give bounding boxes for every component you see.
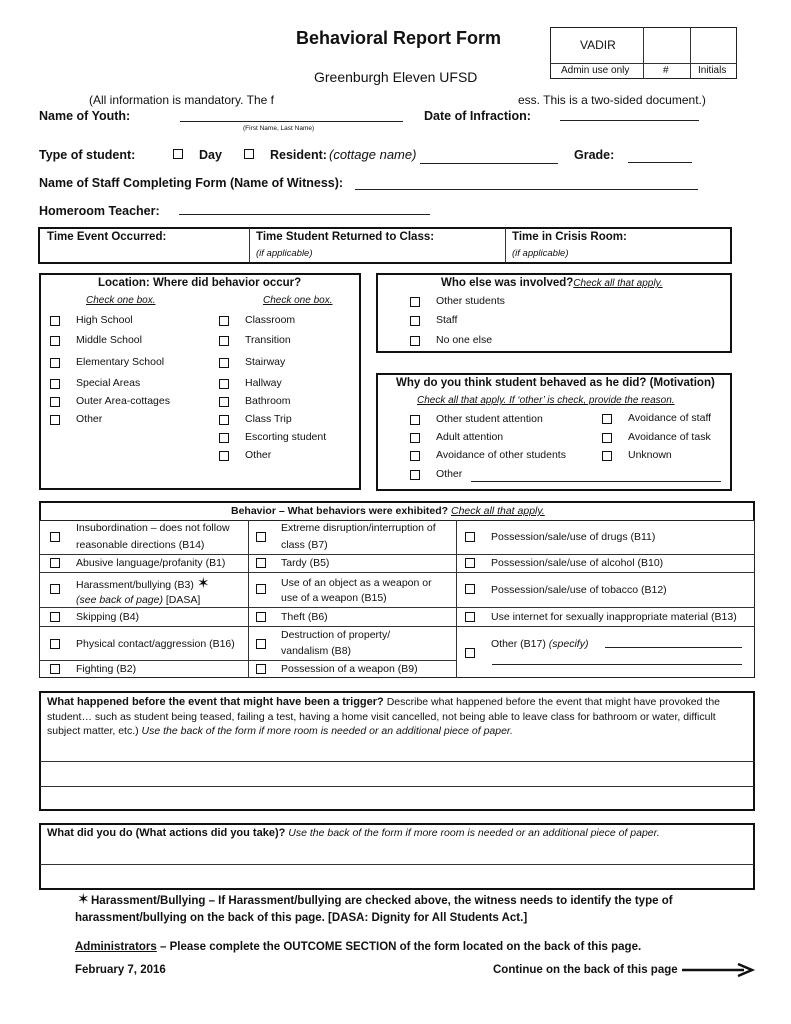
harassment-note-line1: Harassment/Bullying – If Harassment/bullying are checked above, the witness needs to identify the type of	[91, 895, 673, 907]
b4-skipping-checkbox[interactable]	[50, 612, 60, 622]
b13-internet-checkbox[interactable]	[465, 612, 475, 622]
b5-label: Tardy (B5)	[281, 557, 330, 569]
location-place-label-0: Classroom	[245, 314, 296, 326]
involved-label-2: No one else	[436, 334, 493, 346]
b17-other-checkbox[interactable]	[465, 648, 475, 658]
location-school-checkbox-0[interactable]	[50, 316, 60, 326]
b14-label-line2: reasonable directions (B14)	[76, 539, 205, 551]
location-place-label-2: Stairway	[245, 356, 286, 368]
b15-label-line2: use of a weapon (B15)	[281, 592, 387, 604]
hash-label: #	[663, 65, 669, 76]
resident-checkbox[interactable]	[244, 149, 254, 159]
involved-checkbox-0[interactable]	[410, 297, 420, 307]
b15-weapon-use-checkbox[interactable]	[256, 584, 266, 594]
location-school-label-1: Middle School	[76, 334, 142, 346]
location-school-label-4: Outer Area-cottages	[76, 395, 170, 407]
location-place-checkbox-1[interactable]	[219, 336, 229, 346]
b2-label: Fighting (B2)	[76, 663, 137, 675]
location-place-checkbox-6[interactable]	[219, 433, 229, 443]
motivation-b-checkbox-0[interactable]	[602, 414, 612, 424]
staff-name-label: Name of Staff Completing Form (Name of Witness):	[39, 176, 344, 190]
location-school-label-5: Other	[76, 413, 103, 425]
involved-checkbox-2[interactable]	[410, 336, 420, 346]
location-place-label-3: Hallway	[245, 377, 282, 389]
time-occurred-label: Time Event Occurred:	[47, 231, 167, 243]
motivation-b-label-1: Avoidance of task	[628, 431, 711, 443]
vadir-initials-field[interactable]	[692, 29, 736, 62]
b15-label-line1: Use of an object as a weapon or	[281, 577, 432, 589]
location-place-checkbox-5[interactable]	[219, 415, 229, 425]
motivation-other-field[interactable]	[471, 481, 721, 482]
date-of-infraction-field[interactable]	[560, 120, 699, 121]
b13-label: Use internet for sexually inappropriate material (B13)	[491, 611, 737, 623]
b3-label: Harassment/bullying (B3)	[76, 579, 194, 591]
b1-abusive-language-checkbox[interactable]	[50, 558, 60, 568]
b3-subtext: (see back of page) [DASA]	[76, 594, 201, 606]
motivation-a-checkbox-2[interactable]	[410, 451, 420, 461]
administrators-note: Administrators – Please complete the OUTCOME SECTION of the form located on the back of this page.	[75, 941, 642, 953]
location-school-checkbox-4[interactable]	[50, 397, 60, 407]
b4-label: Skipping (B4)	[76, 611, 140, 623]
b17-specify-field-line2[interactable]	[492, 664, 742, 665]
b17-label: Other (B17) (specify)	[491, 638, 589, 650]
motivation-instruction: Check all that apply. If ‘other’ is check, provide the reason.	[417, 395, 675, 406]
star-icon: ✶	[197, 575, 210, 592]
mandatory-note-right: ess. This is a two-sided document.)	[518, 93, 706, 107]
trigger-answer-area[interactable]	[42, 740, 752, 808]
b12-label: Possession/sale/use of tobacco (B12)	[491, 584, 667, 596]
trigger-desc-line2: student… such as student being teased, failing a test, having a home visit cancelled, not being able to leave class for bathroom or water, difficult	[47, 711, 716, 723]
date-of-infraction-label: Date of Infraction:	[424, 109, 531, 123]
location-place-checkbox-3[interactable]	[219, 379, 229, 389]
trigger-desc-line3: subject matter, etc.) Use the back of the form if more room is needed or an additional piece of paper.	[47, 725, 513, 737]
motivation-b-label-2: Unknown	[628, 449, 672, 461]
homeroom-teacher-label: Homeroom Teacher:	[39, 204, 160, 218]
cottage-name-hint: (cottage name)	[329, 147, 417, 162]
motivation-a-label-1: Adult attention	[436, 431, 504, 443]
name-format-hint: (First Name, Last Name)	[243, 125, 315, 132]
star-icon-footer: ✶	[77, 891, 90, 908]
involved-label-0: Other students	[436, 295, 505, 307]
time-returned-hint: (if applicable)	[256, 248, 313, 259]
location-place-label-4: Bathroom	[245, 395, 291, 407]
grade-field[interactable]	[628, 162, 692, 163]
b14-insubordination-checkbox[interactable]	[50, 532, 60, 542]
location-place-label-5: Class Trip	[245, 413, 292, 425]
b1-label: Abusive language/profanity (B1)	[76, 557, 226, 569]
b11-drugs-checkbox[interactable]	[465, 532, 475, 542]
day-checkbox[interactable]	[173, 149, 183, 159]
form-date: February 7, 2016	[75, 964, 166, 976]
b16-label: Physical contact/aggression (B16)	[76, 638, 235, 650]
type-of-student-label: Type of student:	[39, 148, 136, 162]
initials-label: Initials	[698, 65, 727, 76]
involved-label-1: Staff	[436, 314, 458, 326]
actions-answer-area[interactable]	[42, 843, 752, 887]
location-place-checkbox-4[interactable]	[219, 397, 229, 407]
b3-harassment-checkbox[interactable]	[50, 584, 60, 594]
location-school-checkbox-2[interactable]	[50, 358, 60, 368]
location-title: Location: Where did behavior occur?	[98, 277, 302, 289]
b12-tobacco-checkbox[interactable]	[465, 584, 475, 594]
involved-title: Who else was involved?Check all that apply.	[441, 277, 663, 289]
continue-note: Continue on the back of this page	[493, 964, 678, 976]
b11-label: Possession/sale/use of drugs (B11)	[491, 531, 656, 543]
b17-specify-field[interactable]	[605, 647, 742, 648]
time-crisis-label: Time in Crisis Room:	[512, 231, 627, 243]
b14-label-line1: Insubordination – does not follow	[76, 522, 230, 534]
location-col1-instruction: Check one box.	[86, 295, 156, 306]
b7-disruption-checkbox[interactable]	[256, 532, 266, 542]
b8-label-line2: vandalism (B8)	[281, 645, 352, 657]
involved-checkbox-1[interactable]	[410, 316, 420, 326]
grade-label: Grade:	[574, 148, 615, 162]
time-crisis-hint: (if applicable)	[512, 248, 569, 259]
name-of-youth-label: Name of Youth:	[39, 109, 131, 123]
b9-label: Possession of a weapon (B9)	[281, 663, 418, 675]
vadir-label: VADIR	[580, 38, 616, 52]
staff-name-field[interactable]	[355, 189, 698, 190]
motivation-a-label-2: Avoidance of other students	[436, 449, 566, 461]
location-place-label-6: Escorting student	[245, 431, 327, 443]
location-school-label-2: Elementary School	[76, 356, 165, 368]
motivation-b-checkbox-2[interactable]	[602, 451, 612, 461]
vadir-number-field[interactable]	[645, 29, 689, 62]
arrow-right-icon	[682, 962, 758, 978]
trigger-title-line: What happened before the event that might have been a trigger? Describe what happened before the event that might have provoked the	[47, 696, 721, 708]
b2-fighting-checkbox[interactable]	[50, 664, 60, 674]
b8-label-line1: Destruction of property/	[281, 629, 391, 641]
location-school-checkbox-3[interactable]	[50, 379, 60, 389]
resident-label: Resident:	[270, 148, 327, 162]
form-title: Behavioral Report Form	[296, 28, 502, 48]
time-occurred-field[interactable]	[42, 247, 246, 261]
b10-alcohol-checkbox[interactable]	[465, 558, 475, 568]
motivation-b-label-0: Avoidance of staff	[628, 412, 712, 424]
actions-title-line: What did you do (What actions did you take)? Use the back of the form if more room is needed or an additional piece of paper.	[47, 827, 660, 839]
b5-tardy-checkbox[interactable]	[256, 558, 266, 568]
b10-label: Possession/sale/use of alcohol (B10)	[491, 557, 664, 569]
b16-physical-contact-checkbox[interactable]	[50, 639, 60, 649]
location-place-label-1: Transition	[245, 334, 291, 346]
motivation-a-checkbox-1[interactable]	[410, 433, 420, 443]
b9-weapon-possession-checkbox[interactable]	[256, 664, 266, 674]
motivation-title: Why do you think student behaved as he did? (Motivation)	[396, 377, 715, 389]
day-label: Day	[199, 148, 222, 162]
admin-use-label: Admin use only	[561, 65, 630, 76]
b6-theft-checkbox[interactable]	[256, 612, 266, 622]
cottage-name-field[interactable]	[420, 163, 558, 164]
behavior-title: Behavior – What behaviors were exhibited? Check all that apply.	[231, 505, 545, 517]
b6-label: Theft (B6)	[281, 611, 328, 623]
mandatory-note: (All information is mandatory. The f	[89, 93, 274, 107]
location-col2-instruction: Check one box.	[263, 295, 333, 306]
b7-label-line1: Extreme disruption/interruption of	[281, 522, 436, 534]
location-place-checkbox-0[interactable]	[219, 316, 229, 326]
motivation-a-label-3: Other	[436, 468, 463, 480]
location-school-label-0: High School	[76, 314, 133, 326]
motivation-a-label-0: Other student attention	[436, 413, 543, 425]
location-school-checkbox-5[interactable]	[50, 415, 60, 425]
name-of-youth-field[interactable]	[180, 121, 403, 122]
location-place-checkbox-7[interactable]	[219, 451, 229, 461]
homeroom-teacher-field[interactable]	[179, 214, 430, 215]
location-place-label-7: Other	[245, 449, 272, 461]
time-returned-label: Time Student Returned to Class:	[256, 231, 435, 243]
harassment-note-line2: harassment/bullying on the back of this page. [DASA: Dignity for All Students Act.]	[75, 912, 528, 924]
location-school-checkbox-1[interactable]	[50, 336, 60, 346]
location-school-label-3: Special Areas	[76, 377, 141, 389]
b8-destruction-checkbox[interactable]	[256, 639, 266, 649]
motivation-b-checkbox-1[interactable]	[602, 433, 612, 443]
location-place-checkbox-2[interactable]	[219, 358, 229, 368]
motivation-a-checkbox-3[interactable]	[410, 470, 420, 480]
motivation-a-checkbox-0[interactable]	[410, 415, 420, 425]
b7-label-line2: class (B7)	[281, 539, 328, 551]
district-name: Greenburgh Eleven UFSD	[314, 69, 478, 85]
